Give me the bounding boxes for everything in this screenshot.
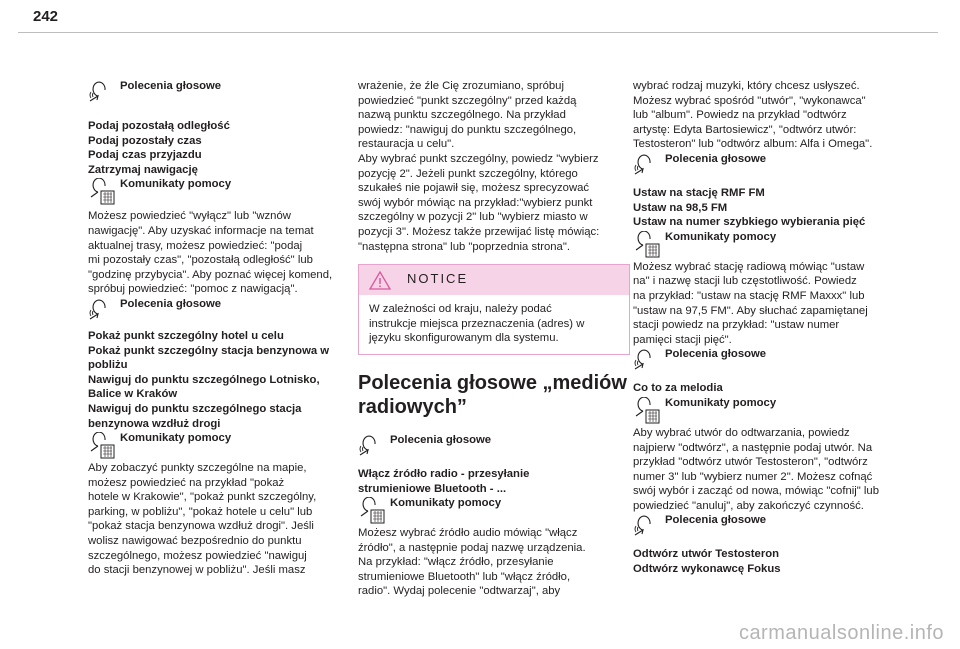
help-message-icon	[633, 231, 661, 264]
heading-text: Polecenia głosowe	[665, 348, 767, 361]
voice-commands-heading	[633, 152, 905, 178]
voice-command-icon	[633, 348, 659, 379]
text-line: najpierw "odtwórz", a następnie podaj utwór. Na	[633, 441, 873, 454]
text-line: pozycji 3". Możesz także przewijać listę mówiąc:	[358, 225, 600, 238]
help-message-icon	[633, 397, 661, 430]
text-line: swój wybór i zacząć od nowa, mówiąc "cofnij" lub	[633, 485, 879, 498]
text-line: źródło", a następnie podaj nazwę urządzenia.	[358, 541, 586, 554]
command-line: Włącz źródło radio - przesyłanie	[358, 467, 530, 480]
command-list	[88, 329, 360, 431]
text-line: stacji powiedz na przykład: "ustaw numer	[633, 319, 840, 332]
text-line: "godzinę przybycia". Aby poznać więcej komend,	[88, 268, 333, 281]
text-line: mi pozostały czas", "pozostałą odległość" lub	[88, 254, 313, 267]
help-message-icon	[88, 178, 116, 211]
help-messages-heading	[358, 496, 630, 522]
text-line: Aby zobaczyć punkty szczególne na mapie,	[88, 462, 307, 475]
text-line: strumieniowe Bluetooth" lub "włącz źródło,	[358, 570, 571, 583]
text-line: wolisz nawigować bezpośrednio do punktu	[88, 535, 302, 548]
help-text	[358, 526, 630, 599]
text-line: artystę: Edyta Bartosiewicz", "odtwórz utwór:	[633, 123, 857, 136]
command-line: Pokaż punkt szczególny stacja benzynowa w	[88, 344, 330, 357]
heading-text: Komunikaty pomocy	[120, 178, 232, 191]
text-line: szczególnego, możesz powiedzieć "nawiguj	[88, 549, 307, 562]
text-line: powiedz: "nawiguj do punktu szczególnego,	[358, 123, 577, 136]
heading-text: Polecenia głosowe	[120, 297, 222, 310]
command-line: Nawiguj do punktu szczególnego Lotnisko,	[88, 373, 320, 386]
top-rule	[18, 32, 938, 33]
command-list	[633, 381, 905, 396]
text-line: Testosteron" lub "odtwórz album: Alfa i Omega".	[633, 138, 873, 151]
section-title-line: Polecenia głosowe „mediów	[358, 371, 627, 394]
command-line: Balice w Kraków	[88, 388, 178, 401]
command-list	[633, 547, 905, 576]
command-line: Pokaż punkt szczególny hotel u celu	[88, 329, 284, 342]
help-messages-heading	[633, 230, 905, 256]
command-line: strumieniowe Bluetooth - ...	[358, 482, 507, 495]
heading-text: Komunikaty pomocy	[665, 230, 777, 243]
column-1	[88, 79, 360, 578]
heading-text: Polecenia głosowe	[120, 80, 222, 92]
text-line: Możesz powiedzieć "wyłącz" lub "wznów	[88, 210, 291, 223]
text-line: Możesz wybrać spośród "utwór", "wykonawca"	[633, 94, 866, 107]
text-line: szczególny w pozycji 2" lub "wybierz miasto w	[358, 211, 588, 224]
text-line: aktualnej trasy, możesz powiedzieć: "podaj	[88, 239, 303, 252]
text-line: W zależności od kraju, należy podać	[369, 303, 552, 316]
command-list	[633, 186, 905, 230]
text-line: "ustaw na 97,5 FM". Aby słuchać zapamiętanej	[633, 304, 868, 317]
text-line: Możesz wybrać stację radiową mówiąc "ustaw	[633, 260, 865, 273]
voice-commands-heading	[633, 347, 905, 373]
heading-text: Polecenia głosowe	[390, 433, 492, 446]
text-line: swój wybór mówiąc na przykład:"wybierz punkt	[358, 196, 593, 209]
voice-command-icon	[633, 514, 659, 545]
notice-body	[359, 295, 629, 354]
voice-commands-heading	[88, 297, 360, 323]
text-line: Aby wybrać utwór do odtwarzania, powiedz	[633, 426, 850, 439]
voice-command-icon	[88, 298, 114, 329]
help-message-icon	[88, 432, 116, 465]
text-line: możesz powiedzieć na przykład "pokaż	[88, 476, 285, 489]
help-text	[88, 209, 360, 297]
column-2	[358, 79, 630, 599]
command-list	[88, 119, 360, 177]
command-line: Ustaw na numer szybkiego wybierania pięć	[633, 216, 866, 229]
help-messages-heading	[88, 177, 360, 203]
voice-command-icon	[88, 80, 114, 111]
watermark: carmanualsonline.info	[738, 622, 944, 644]
text-line: restauracja u celu".	[358, 138, 455, 151]
warning-triangle-icon	[369, 271, 391, 294]
command-line: Nawiguj do punktu szczególnego stacja	[88, 402, 302, 415]
text-line: "pokaż stacja benzynowa wzdłuż drogi". Jeśli	[88, 520, 314, 533]
heading-text: Komunikaty pomocy	[665, 396, 777, 409]
text-line: spróbuj powiedzieć: "pomoc z nawigacją".	[88, 283, 298, 296]
command-line: Zatrzymaj nawigację	[88, 163, 198, 176]
text-line: radio". Wydaj polecenie "odtwarzaj", aby	[358, 585, 561, 598]
section-title-line: radiowych”	[358, 395, 467, 418]
heading-text: Polecenia głosowe	[665, 514, 767, 527]
text-line: nazwą punktu szczególnego. Na przykład	[358, 109, 566, 122]
command-line: Ustaw na 98,5 FM	[633, 201, 728, 214]
text-line: pozycję 2". Jeżeli punkt szczególny, którego	[358, 167, 578, 180]
text-line: lub "album". Powiedz na przykład "odtwórz	[633, 109, 847, 122]
text-line: Na przykład: "włącz źródło, przesyłanie	[358, 556, 554, 569]
text-line: na" i nazwę stacji lub częstotliwość. Powiedz	[633, 275, 857, 288]
voice-command-icon	[358, 434, 384, 465]
notice-header	[359, 265, 629, 295]
notice-title: NOTICE	[407, 271, 469, 287]
text-line: do stacji benzynowej w pobliżu". Jeśli masz	[88, 564, 306, 577]
command-line: pobliżu	[88, 359, 128, 372]
text-line: przykład "odtwórz utwór Testosteron", "odtwórz	[633, 456, 868, 469]
continued-text	[358, 79, 630, 254]
text-line: wrażenie, że źle Cię zrozumiano, spróbuj	[358, 80, 564, 92]
text-line: Aby wybrać punkt szczególny, powiedz "wybierz	[358, 152, 599, 165]
command-list	[358, 467, 630, 496]
heading-text: Polecenia głosowe	[665, 152, 767, 165]
help-text	[633, 260, 905, 348]
voice-commands-heading	[88, 79, 360, 105]
voice-command-icon	[633, 153, 659, 184]
text-line: wybrać rodzaj muzyki, który chcesz usłyszeć.	[633, 80, 860, 92]
text-line: instrukcje miejsca przeznaczenia (adres) w	[369, 317, 585, 330]
help-messages-heading	[88, 431, 360, 457]
continued-text	[633, 79, 905, 152]
command-line: benzynowa wzdłuż drogi	[88, 417, 221, 430]
voice-commands-heading	[633, 513, 905, 539]
help-text	[88, 461, 360, 578]
text-line: nawigację". Aby uzyskać informacje na temat	[88, 224, 314, 237]
notice-box	[358, 264, 630, 355]
help-messages-heading	[633, 396, 905, 422]
text-line: szukałeś nie pojawił się, możesz sprecyzować	[358, 182, 590, 195]
command-line: Podaj pozostały czas	[88, 134, 202, 147]
heading-text: Komunikaty pomocy	[390, 497, 502, 510]
text-line: powiedzieć "punkt szczególny" przed każdą	[358, 94, 577, 107]
command-line: Podaj czas przyjazdu	[88, 149, 202, 162]
text-line: numer 3" lub "wybierz numer 2". Możesz cofnąć	[633, 470, 873, 483]
help-text	[633, 426, 905, 514]
command-line: Podaj pozostałą odległość	[88, 120, 230, 132]
text-line: Możesz wybrać źródło audio mówiąc "włącz	[358, 527, 578, 540]
text-line: pamięci stacji pięć".	[633, 333, 732, 346]
help-message-icon	[358, 497, 386, 530]
text-line: parking, w pobliżu", "pokaż hotele u celu" lub	[88, 505, 313, 518]
command-line: Co to za melodia	[633, 382, 723, 395]
column-3	[633, 79, 905, 577]
heading-text: Komunikaty pomocy	[120, 432, 232, 445]
command-line: Odtwórz utwór Testosteron	[633, 548, 780, 561]
text-line: języku skonfigurowanym dla systemu.	[369, 332, 559, 345]
section-title	[358, 371, 630, 419]
command-line: Ustaw na stację RMF FM	[633, 186, 765, 199]
text-line: hotele w Krakowie", "pokaż punkt szczególny,	[88, 491, 317, 504]
text-line: powiedzieć "anuluj", aby zakończyć czynność.	[633, 499, 864, 512]
text-line: "następna strona" lub "poprzednia strona".	[358, 240, 570, 253]
text-line: na przykład: "ustaw na stację RMF Maxxx" lub	[633, 289, 865, 302]
voice-commands-heading	[358, 433, 630, 459]
command-line: Odtwórz wykonawcę Fokus	[633, 563, 781, 576]
page-number: 242	[33, 8, 59, 25]
